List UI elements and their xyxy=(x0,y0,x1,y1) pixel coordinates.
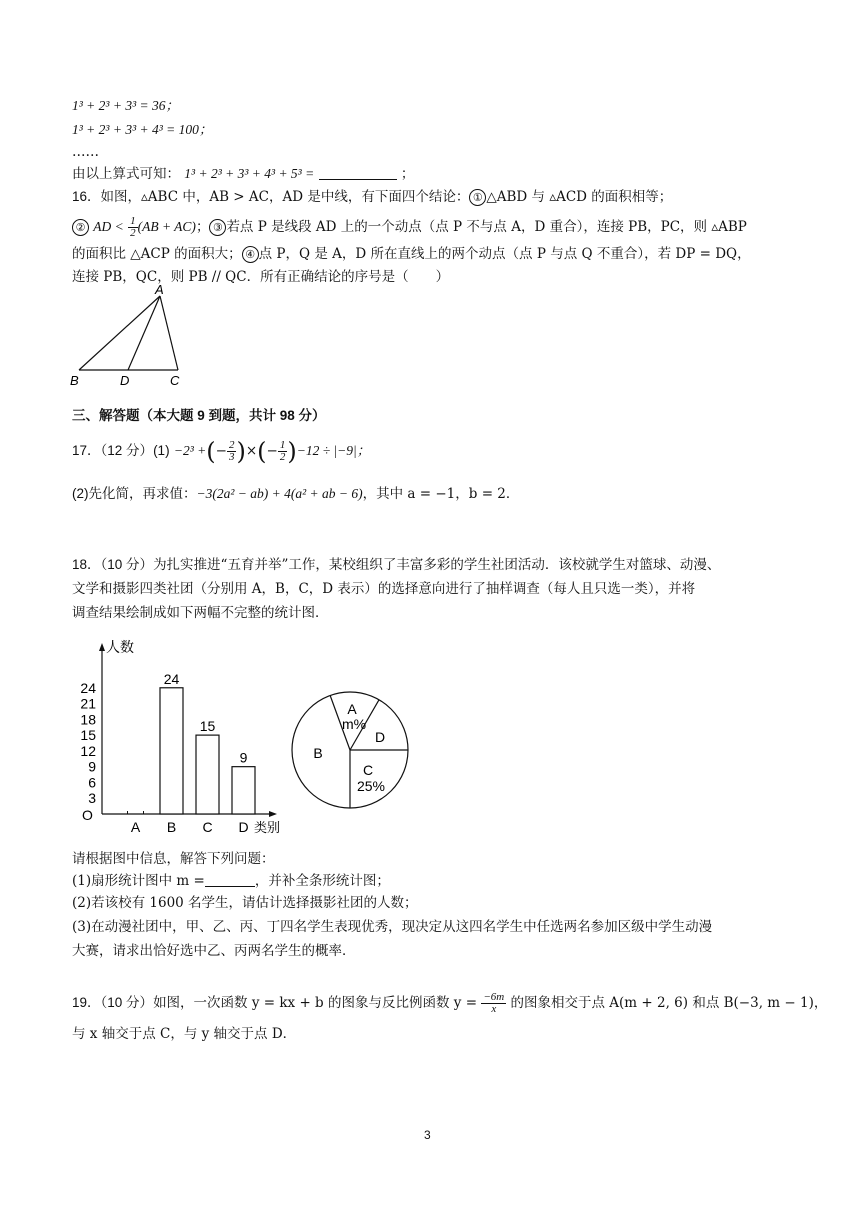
q18-line-2: 文学和摄影四类社团（分别用 A，B，C，D 表示）的选择意向进行了抽样调查（每人且只选一类），并将 xyxy=(72,581,696,597)
q16-text-1b: △ABD 与 ▵ACD 的面积相等； xyxy=(486,189,673,205)
pie-value-a: m% xyxy=(341,716,367,732)
q18-line-3: 调查结果绘制成如下两幅不完整的统计图． xyxy=(72,605,329,621)
q17-part2 xyxy=(72,485,519,503)
q16-fraction xyxy=(128,216,138,239)
frac1-num: 2 xyxy=(228,439,235,451)
q17-times: × xyxy=(245,443,258,459)
q17-p1-expr-a: −2³ + xyxy=(173,443,207,458)
q16-number: 16． xyxy=(72,189,101,204)
q19-text-1b: 的图象相交于点 A(m + 2, 6) 和点 B(−3, m − 1)， xyxy=(510,995,828,1011)
q18-s1-a: (1)扇形统计图中 m = xyxy=(72,873,205,889)
q16-text-3a: 的面积比 △ACP 的面积大； xyxy=(72,246,242,262)
sum-conclusion-line xyxy=(72,165,414,183)
q16-semicolon: ； xyxy=(195,219,210,235)
q19-line-1 xyxy=(72,986,827,1020)
q17-number: 17． xyxy=(72,443,101,458)
bar-data-label: 9 xyxy=(239,749,248,766)
q19-score: （10 分） xyxy=(100,995,154,1010)
pie-value-c: 25% xyxy=(356,778,386,794)
point-d-label: D xyxy=(120,373,130,388)
pie-label-d: D xyxy=(374,729,386,745)
conclusion-expr: 1³ + 2³ + 3³ + 4³ + 5³ = xyxy=(184,166,315,181)
y-tick-label: 18 xyxy=(80,711,96,728)
q19-fraction xyxy=(481,992,506,1015)
sum-line-2: 1³ + 2³ + 3³ + 4³ = 100； xyxy=(72,122,213,137)
pie-label-a: A xyxy=(347,701,357,717)
y-axis-arrow xyxy=(99,643,105,651)
q17-p1-expr-b: −12 ÷ |−9|； xyxy=(296,443,371,458)
conclusion-suffix: ； xyxy=(400,166,415,182)
q17-p1-label: (1) xyxy=(153,443,170,458)
y-tick-label: 3 xyxy=(88,790,96,807)
bar-chart xyxy=(72,636,287,836)
q16-circled-3: ③ xyxy=(209,219,226,236)
frac-denominator: 2 xyxy=(130,227,136,239)
section-3-title: 三、解答题（本大题 9 到题，共计 98 分） xyxy=(72,408,326,423)
q18-s1-b: ，并补全条形统计图； xyxy=(254,873,390,889)
bar-data-label: 15 xyxy=(199,718,216,735)
q17-p2-label: (2) xyxy=(72,486,89,501)
q16-circled-4: ④ xyxy=(242,246,259,263)
frac2-den: 2 xyxy=(279,451,286,463)
q19-frac-den: x xyxy=(491,1003,497,1015)
answer-blank[interactable] xyxy=(319,166,397,180)
bar-data-label: 24 xyxy=(163,670,180,687)
bar-c xyxy=(196,735,219,814)
frac1-den: 3 xyxy=(228,451,235,463)
q18-line-1 xyxy=(72,556,720,574)
q17-part1: 17．（12 分）(1) −2³ +(− $\frac{2}{3}$ )×(− $\frac{1}{2}$ )−12 ÷ |−9|； xyxy=(72,437,371,466)
q16-line-3 xyxy=(72,245,751,263)
q16-line-4: 连接 PB，QC，则 PB // QC．所有正确结论的序号是（ ） xyxy=(72,269,450,285)
q16-ineq: AD < xyxy=(93,219,124,234)
y-tick-label: 6 xyxy=(88,774,96,791)
q17-p2-text: 先化简，再求值： xyxy=(88,486,197,502)
frac-numerator: 1 xyxy=(130,215,136,227)
y-tick-label: 21 xyxy=(80,695,96,712)
q18-instruction: 请根据图中信息，解答下列问题： xyxy=(72,851,275,867)
x-tick-label: D xyxy=(238,819,249,835)
y-tick-label: 24 xyxy=(80,679,96,696)
ellipsis-line: …… xyxy=(72,144,99,160)
pie-label-c: C xyxy=(362,762,374,778)
m-answer-blank[interactable] xyxy=(205,873,255,887)
y-tick-label: 9 xyxy=(88,758,96,775)
q18-sub-3b: 大赛，请求出恰好选中乙、丙两名学生的概率． xyxy=(72,943,356,959)
q16-circled-1: ① xyxy=(469,189,486,206)
x-axis-label: 类别 xyxy=(254,820,281,835)
q16-text-3b: 点 P，Q 是 A，D 所在直线上的两个动点（点 P 与点 Q 不重合），若 DP = DQ， xyxy=(258,246,751,262)
bar-b xyxy=(160,688,183,814)
q17-p2-expr: −3(2a² − ab) + 4(a² + ab − 6) xyxy=(196,486,363,501)
pie-label-b: B xyxy=(313,745,323,761)
pie-chart xyxy=(288,688,412,812)
median-ad xyxy=(128,296,160,370)
y-tick-label: 15 xyxy=(80,727,96,744)
q18-sub-3a: (3)在动漫社团中，甲、乙、丙、丁四名学生表现优秀，现决定从这四名学生中任选两名参加区级中学生动漫 xyxy=(72,919,713,935)
x-tick-label: A xyxy=(130,819,141,835)
q18-sub-2: (2)若该校有 1600 名学生，请估计选择摄影社团的人数； xyxy=(72,895,418,911)
q19-number: 19． xyxy=(72,995,101,1010)
q18-text-1: 为扎实推进“五育并举”工作，某校组织了丰富多彩的学生社团活动．该校就学生对篮球、动漫、 xyxy=(153,557,721,573)
page-number: 3 xyxy=(424,1128,431,1142)
side-ab xyxy=(79,296,160,370)
q19-text-1a: 如图，一次函数 y = kx + b 的图象与反比例函数 y = xyxy=(153,995,478,1011)
q16-text-1: 如图，▵ABC 中，AB > AC，AD 是中线，有下面四个结论： xyxy=(100,189,470,205)
vertex-a-label: A xyxy=(155,282,164,297)
x-tick-label: B xyxy=(166,819,177,835)
x-axis-arrow xyxy=(269,811,277,817)
sum-line-1: 1³ + 2³ + 3³ = 36； xyxy=(72,98,179,113)
side-ac xyxy=(160,296,178,370)
q18-sub-1 xyxy=(72,872,390,890)
q16-text-2d: 若点 P 是线段 AD 上的一个动点（点 P 不与点 A，D 重合），连接 PB，PC，则 ▵ABP xyxy=(226,219,747,235)
q17-frac2 xyxy=(278,440,288,463)
y-axis-label: 人数 xyxy=(106,639,134,655)
q19-line-2: 与 x 轴交于点 C，与 y 轴交于点 D． xyxy=(72,1026,297,1042)
q16-sum: (AB + AC) xyxy=(137,219,196,234)
q16-line-2 xyxy=(72,214,747,240)
conclusion-prefix: 由以上算式可知： xyxy=(72,166,180,182)
frac2-num: 1 xyxy=(279,439,286,451)
q17-p2-cond: ，其中 a = −1，b = 2． xyxy=(362,486,520,502)
triangle-figure xyxy=(64,280,194,390)
origin-label: O xyxy=(82,807,93,823)
q16-circled-2: ② xyxy=(72,219,89,236)
x-tick-label: C xyxy=(202,819,213,835)
vertex-c-label: C xyxy=(170,373,180,388)
bar-d xyxy=(232,767,255,814)
y-tick-label: 12 xyxy=(80,742,96,759)
q19-frac-num: −6m xyxy=(483,991,505,1003)
q18-score: （10 分） xyxy=(100,557,154,572)
vertex-b-label: B xyxy=(70,373,79,388)
q18-number: 18． xyxy=(72,557,101,572)
q17-score: （12 分） xyxy=(100,443,154,458)
q16-line-1 xyxy=(72,188,672,206)
